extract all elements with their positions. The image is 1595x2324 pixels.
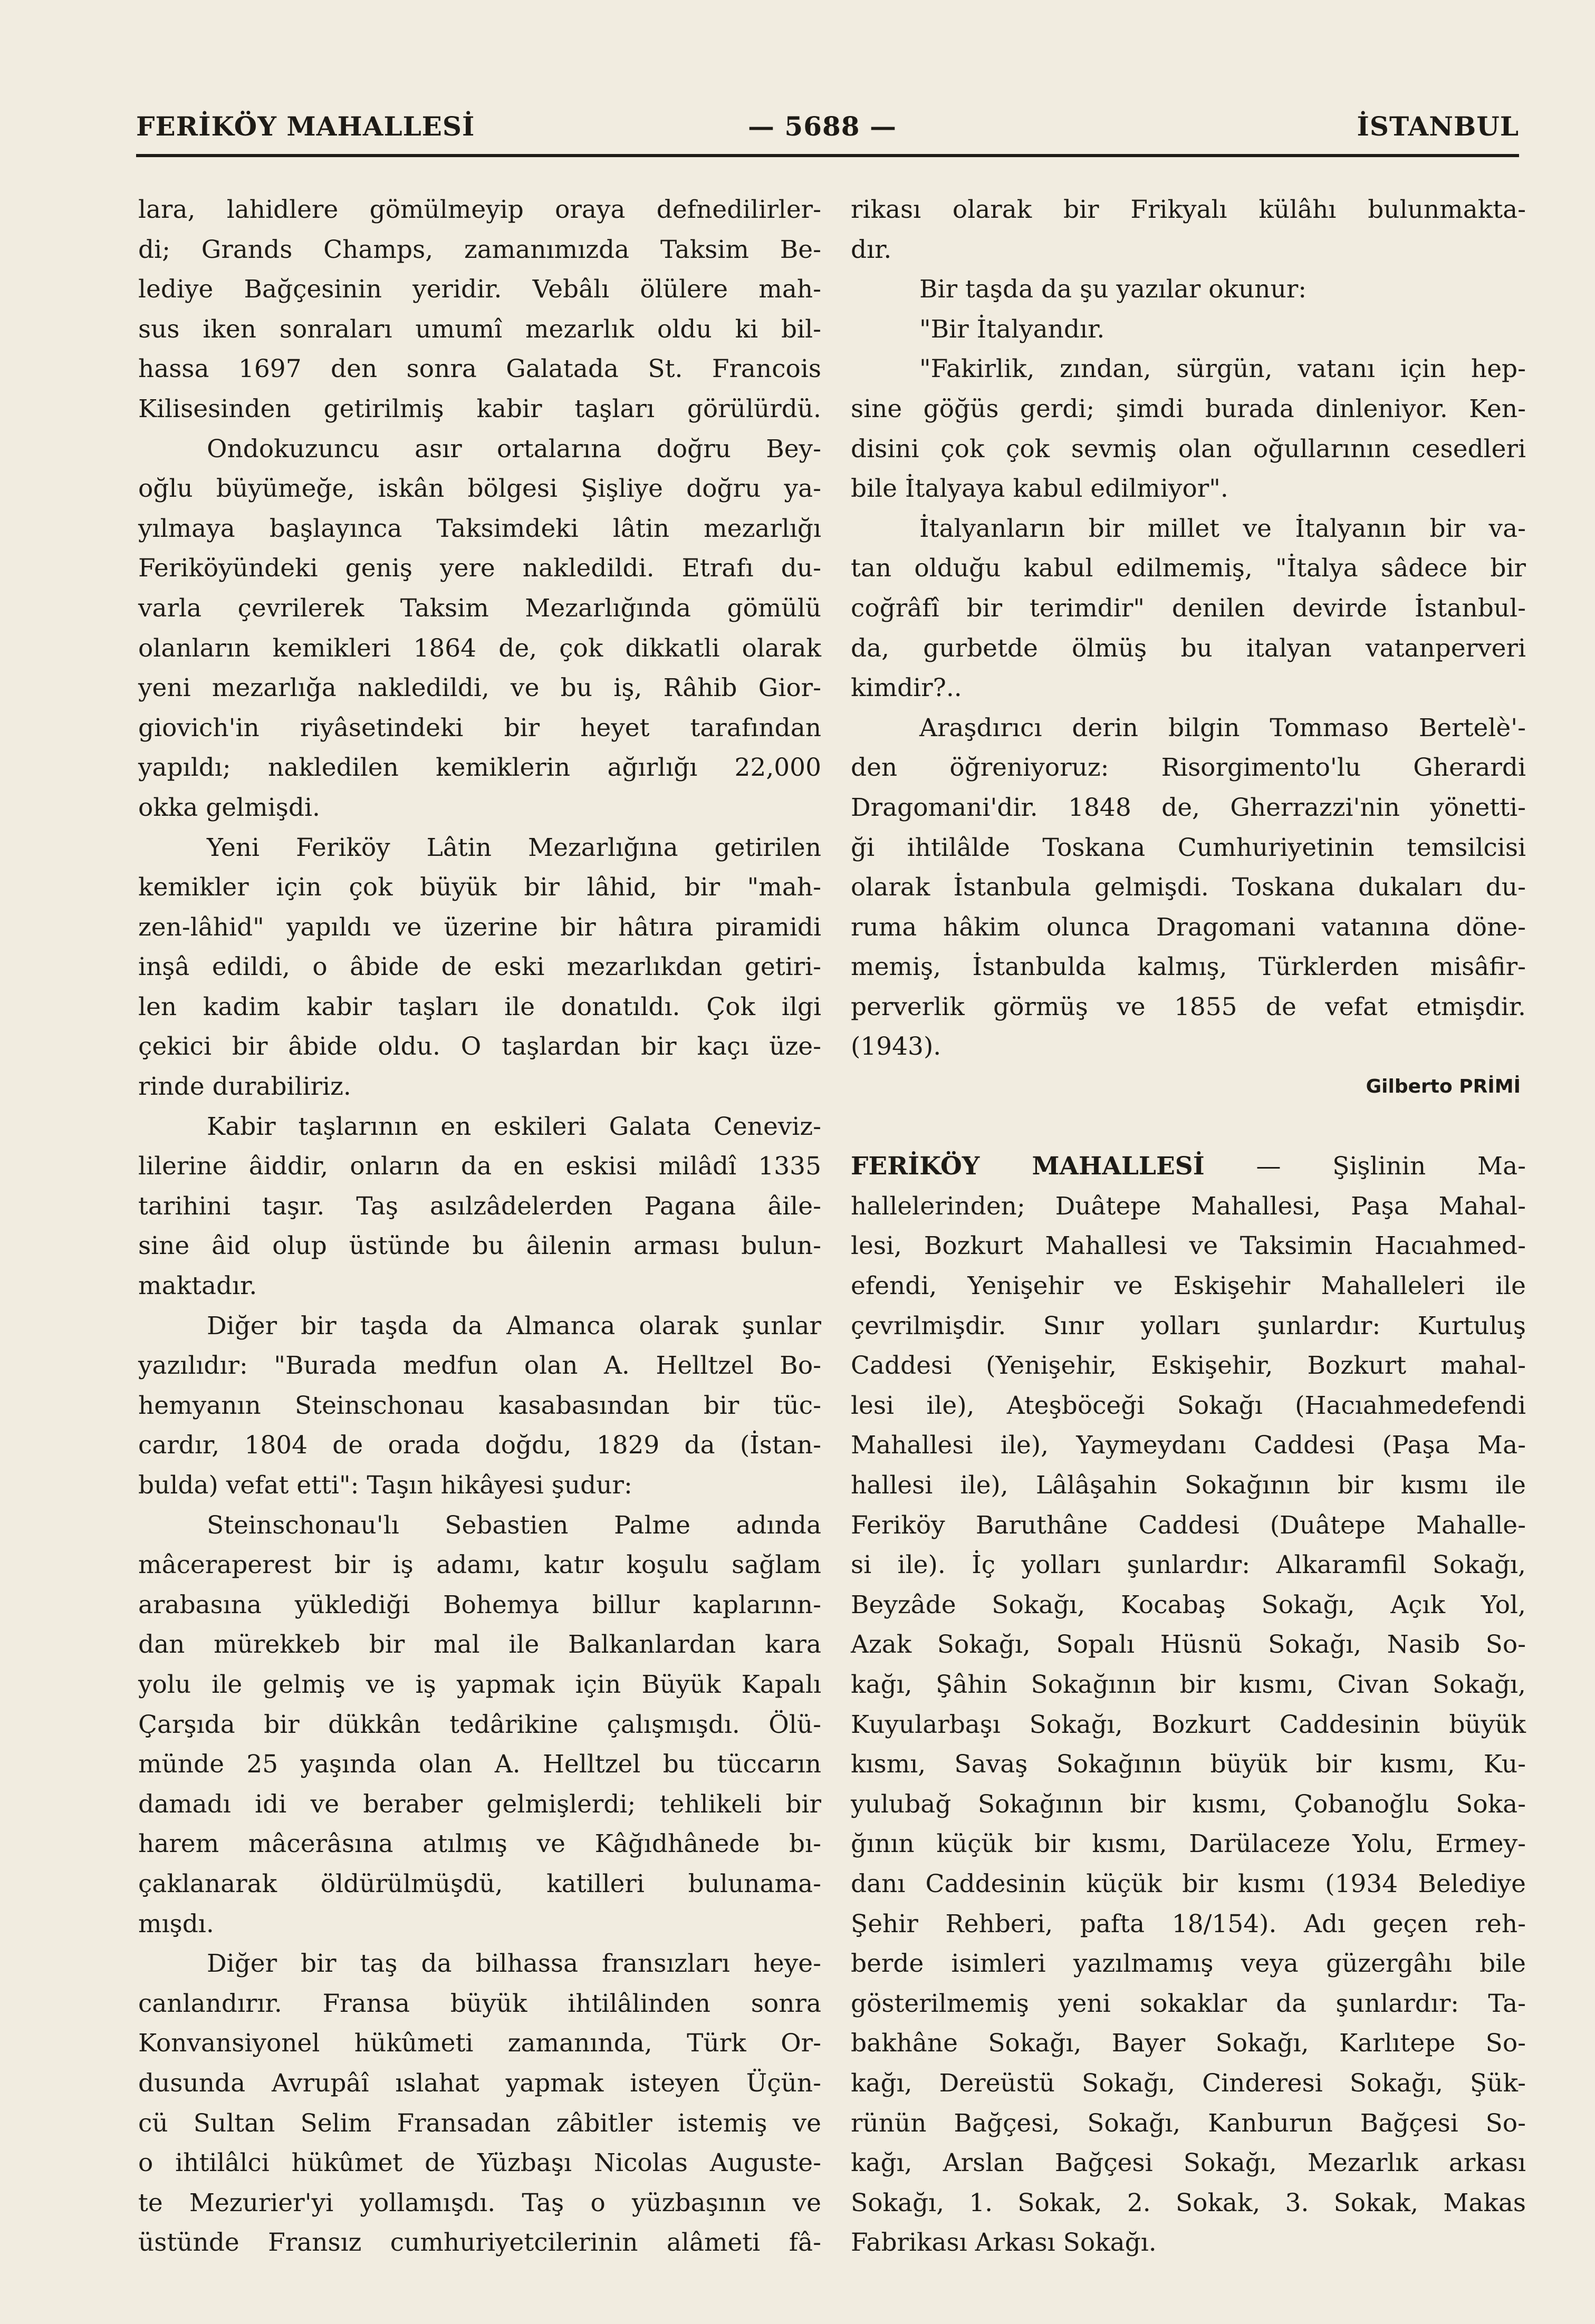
text-line: perverlik görmüş ve 1855 de vefat etmişdir. <box>851 992 1526 1021</box>
text-line: da, gurbetde ölmüş bu italyan vatanperveri <box>851 633 1526 663</box>
text-line: "Fakirlik, zından, sürgün, vatanı için hep- <box>919 354 1526 384</box>
text-line: danı Caddesinin küçük bir kısmı (1934 Belediye <box>851 1869 1526 1898</box>
text-line: maktadır. <box>138 1271 257 1301</box>
text-line: kemikler için çok büyük bir lâhid, bir "mah- <box>138 873 821 902</box>
left-column <box>138 190 821 2263</box>
text-line: hallesi ile), Lâlâşahin Sokağının bir kısmı ile <box>851 1471 1526 1500</box>
text-line: Ondokuzuncu asır ortalarına doğru Bey- <box>207 434 821 464</box>
text-line: inşâ edildi, o âbide de eski mezarlıkdan getiri- <box>138 952 821 982</box>
text-line: yılmaya başlayınca Taksimdeki lâtin mezarlığı <box>138 514 821 543</box>
text-line: yolu ile gelmiş ve iş yapmak için Büyük Kapalı <box>138 1670 821 1699</box>
text-line: ği ihtilâlde Toskana Cumhuriyetinin temsilcisi <box>851 833 1526 862</box>
text-line: sus iken sonraları umumî mezarlık oldu ki bil- <box>138 314 821 344</box>
article-continuation <box>851 190 1526 1067</box>
text-line: dusunda Avrupâî ıslahat yapmak isteyen Üçün- <box>138 2068 821 2098</box>
author-signature: Gilberto PRİMİ <box>1366 1076 1521 1098</box>
text-line: Konvansiyonel hükûmeti zamanında, Türk Or- <box>138 2029 821 2058</box>
text-line: kimdir?.. <box>851 673 962 703</box>
text-line: cardır, 1804 de orada doğdu, 1829 da (İstan- <box>138 1431 821 1460</box>
text-line: disini çok çok sevmiş olan oğullarının cesedleri <box>851 434 1526 464</box>
text-line: berde isimleri yazılmamış veya güzergâhı bile <box>851 1949 1526 1979</box>
text-line: çaklanarak öldürülmüşdü, katilleri bulunama- <box>138 1869 821 1898</box>
text-line: canlandırır. Fransa büyük ihtilâlinden sonra <box>138 1989 821 2018</box>
text-line: rünün Bağçesi, Sokağı, Kanburun Bağçesi So- <box>851 2108 1526 2138</box>
text-line: Azak Sokağı, Sopalı Hüsnü Sokağı, Nasib So- <box>851 1630 1526 1660</box>
text-line: Kabir taşlarının en eskileri Galata Ceneviz- <box>207 1112 821 1141</box>
text-line: lediye Bağçesinin yeridir. Vebâlı ölülere mah- <box>138 275 821 304</box>
text-line: hemyanın Steinschonau kasabasından bir tüc- <box>138 1391 821 1420</box>
text-line: Caddesi (Yenişehir, Eskişehir, Bozkurt mahal- <box>851 1351 1526 1381</box>
entry-first-line-text: — Şişlinin Ma- <box>1204 1152 1526 1181</box>
text-line: Yeni Feriköy Lâtin Mezarlığına getirilen <box>207 833 821 862</box>
text-line: dır. <box>851 235 892 264</box>
page-number: — 5688 — <box>748 111 897 142</box>
text-line: di; Grands Champs, zamanımızda Taksim Be- <box>138 235 821 264</box>
text-line: yapıldı; nakledilen kemiklerin ağırlığı 22,000 <box>138 753 821 783</box>
text-line: Araşdırıcı derin bilgin Tommaso Bertelè'- <box>919 713 1526 742</box>
text-line: bakhâne Sokağı, Bayer Sokağı, Karlıtepe So- <box>851 2029 1526 2058</box>
text-line: İtalyanların bir millet ve İtalyanın bir va- <box>919 514 1526 543</box>
text-line: Feriköy Baruthâne Caddesi (Duâtepe Mahalle- <box>851 1510 1526 1540</box>
text-line: Beyzâde Sokağı, Kocabaş Sokağı, Açık Yol, <box>851 1590 1526 1619</box>
text-line: olanların kemikleri 1864 de, çok dikkatli olarak <box>138 633 821 663</box>
running-header <box>136 111 1519 153</box>
header-rule <box>136 154 1519 157</box>
text-line: hallelerinden; Duâtepe Mahallesi, Paşa Mahal- <box>851 1191 1526 1221</box>
text-line: Steinschonau'lı Sebastien Palme adında <box>207 1510 821 1540</box>
text-line: Diğer bir taşda da Almanca olarak şunlar <box>207 1311 821 1341</box>
text-line: Bir taşda da şu yazılar okunur: <box>919 275 1307 304</box>
text-line: üstünde Fransız cumhuriyetcilerinin alâmeti fâ- <box>138 2228 821 2258</box>
text-line: Diğer bir taş da bilhassa fransızları heye- <box>207 1949 821 1979</box>
text-line: çevrilmişdir. Sınır yolları şunlardır: Kurtuluş <box>851 1311 1526 1341</box>
text-line: memiş, İstanbulda kalmış, Türklerden misâfir- <box>851 952 1526 982</box>
text-line: si ile). İç yolları şunlardır: Alkaramfil Sokağı, <box>851 1550 1526 1580</box>
text-line: sine göğüs gerdi; şimdi burada dinleniyor. Ken- <box>851 394 1526 423</box>
text-line: Çarşıda bir dükkân tedârikine çalışmışdı. Ölü- <box>138 1710 821 1739</box>
text-line: Şehir Rehberi, pafta 18/154). Adı geçen reh- <box>851 1909 1526 1939</box>
text-line: Kilisesinden getirilmiş kabir taşları görülürdü. <box>138 394 821 423</box>
text-line: olarak İstanbula gelmişdi. Toskana dukaları du- <box>851 873 1526 902</box>
text-line: len kadim kabir taşları ile donatıldı. Çok ilgi <box>138 992 821 1021</box>
text-line: okka gelmişdi. <box>138 793 320 822</box>
text-line: kağı, Arslan Bağçesi Sokağı, Mezarlık arkası <box>851 2148 1526 2178</box>
text-line: tan olduğu kabul edilmemiş, "İtalya sâdece bir <box>851 554 1526 583</box>
text-line: mışdı. <box>138 1909 214 1939</box>
text-line: lesi, Bozkurt Mahallesi ve Taksimin Hacıahmed- <box>851 1231 1526 1261</box>
text-line: varla çevrilerek Taksim Mezarlığında gömülü <box>138 593 821 623</box>
text-line: ruma hâkim olunca Dragomani vatanına döne- <box>851 912 1526 942</box>
text-line: yeni mezarlığa nakledildi, ve bu iş, Râhib Gior- <box>138 673 821 703</box>
text-line: harem mâcerâsına atılmış ve Kâğıdhânede bı- <box>138 1829 821 1859</box>
text-line: bulda) vefat etti": Taşın hikâyesi şudur: <box>138 1471 632 1500</box>
entry-heading: FERİKÖY MAHALLESİ <box>851 1152 1205 1181</box>
text-line: lilerine âiddir, onların da en eskisi milâdî 1335 <box>138 1152 821 1181</box>
text-line: lara, lahidlere gömülmeyip oraya defnedilirler- <box>138 195 821 224</box>
text-line: Dragomani'dir. 1848 de, Gherrazzi'nin yönetti- <box>851 793 1526 822</box>
text-line: giovich'in riyâsetindeki bir heyet tarafından <box>138 713 821 742</box>
text-line: cü Sultan Selim Fransadan zâbitler istemiş ve <box>138 2108 821 2138</box>
text-line: kağı, Şâhin Sokağının bir kısmı, Civan Sokağı, <box>851 1670 1526 1699</box>
text-line: yulubağ Sokağının bir kısmı, Çobanoğlu Soka- <box>851 1789 1526 1819</box>
text-line: kısmı, Savaş Sokağının büyük bir kısmı, Ku- <box>851 1750 1526 1779</box>
text-line: "Bir İtalyandır. <box>919 314 1105 344</box>
text-line: oğlu büyümeğe, iskân bölgesi Şişliye doğru ya- <box>138 474 821 504</box>
text-line: sine âid olup üstünde bu âilenin arması bulun- <box>138 1231 821 1261</box>
text-line: zen-lâhid" yapıldı ve üzerine bir hâtıra piramidi <box>138 912 821 942</box>
text-line: arabasına yüklediği Bohemya billur kaplarınn- <box>138 1590 821 1619</box>
text-line: rikası olarak bir Frikyalı külâhı bulunmakta- <box>851 195 1526 224</box>
text-line: (1943). <box>851 1032 941 1062</box>
entry-first-line <box>851 1146 1526 1187</box>
text-line: hassa 1697 den sonra Galatada St. Francois <box>138 354 821 384</box>
entry-body <box>851 1187 1526 2263</box>
text-line: münde 25 yaşında olan A. Helltzel bu tüccarın <box>138 1750 821 1779</box>
header-title: FERİKÖY MAHALLESİ <box>136 111 475 142</box>
text-line: coğrâfî bir terimdir" denilen devirde İstanbul- <box>851 593 1526 623</box>
section-gap <box>851 1107 1526 1147</box>
text-line: rinde durabiliriz. <box>138 1072 351 1102</box>
text-line: çekici bir âbide oldu. O taşlardan bir kaçı üze- <box>138 1032 821 1062</box>
text-line: te Mezurier'yi yollamışdı. Taş o yüzbaşının ve <box>138 2188 821 2217</box>
header-volume: İSTANBUL <box>1357 111 1519 142</box>
text-line: gösterilmemiş yeni sokaklar da şunlardır: Ta- <box>851 1989 1526 2018</box>
text-line: Fabrikası Arkası Sokağı. <box>851 2228 1157 2258</box>
text-line: lesi ile), Ateşböceği Sokağı (Hacıahmedefendi <box>851 1391 1526 1420</box>
text-line: dan mürekkeb bir mal ile Balkanlardan kara <box>138 1630 821 1660</box>
text-line: bile İtalyaya kabul edilmiyor". <box>851 474 1228 504</box>
text-line: Sokağı, 1. Sokak, 2. Sokak, 3. Sokak, Makas <box>851 2188 1526 2217</box>
text-line: damadı idi ve beraber gelmişlerdi; tehlikeli bir <box>138 1789 821 1819</box>
text-line: den öğreniyoruz: Risorgimento'lu Gherardi <box>851 753 1526 783</box>
text-line: Feriköyündeki geniş yere nakledildi. Etrafı du- <box>138 554 821 583</box>
text-line: mâceraperest bir iş adamı, katır koşulu sağlam <box>138 1550 821 1580</box>
text-line: tarihini taşır. Taş asılzâdelerden Pagana âile- <box>138 1191 821 1221</box>
right-column <box>851 190 1526 2263</box>
text-line: ğının küçük bir kısmı, Darülaceze Yolu, Ermey- <box>851 1829 1526 1859</box>
text-line: efendi, Yenişehir ve Eskişehir Mahalleleri ile <box>851 1271 1526 1301</box>
text-line: o ihtilâlci hükûmet de Yüzbaşı Nicolas Auguste- <box>138 2148 821 2178</box>
text-line: Kuyularbaşı Sokağı, Bozkurt Caddesinin büyük <box>851 1710 1526 1739</box>
text-line: kağı, Dereüstü Sokağı, Cinderesi Sokağı, Şük- <box>851 2068 1526 2098</box>
text-line: Mahallesi ile), Yaymeydanı Caddesi (Paşa Ma- <box>851 1431 1526 1460</box>
text-line: yazılıdır: "Burada medfun olan A. Helltzel Bo- <box>138 1351 821 1381</box>
